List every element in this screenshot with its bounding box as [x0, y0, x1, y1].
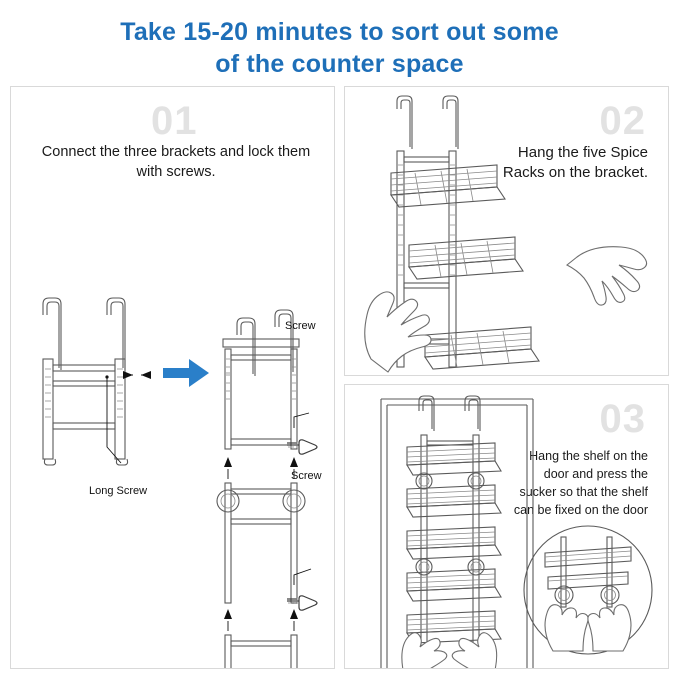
callout-screw-top: Screw [285, 320, 316, 332]
step-01-illustration [11, 87, 335, 669]
step-instruction-01: Connect the three brackets and lock them with screws. [41, 144, 311, 180]
callout-long-screw: Long Screw [89, 485, 148, 497]
step-number-02: 02 [599, 99, 646, 143]
callout-screw-bottom: Screw [291, 470, 322, 482]
hand-press-left-icon [402, 633, 447, 669]
step-panel-01 [10, 86, 335, 669]
hand-left-icon [365, 292, 431, 372]
step-panel-02 [344, 86, 669, 376]
headline-line-1: Take 15-20 minutes to sort out some [120, 18, 559, 46]
step-03-illustration [345, 385, 669, 669]
steps-grid [10, 86, 669, 669]
step-instruction-03: Hang the shelf on the door and press the sucker so that the shelf can be fixed on the door [513, 449, 648, 518]
step-number-03: 03 [599, 397, 646, 441]
step-instruction-02: Hang the five Spice Racks on the bracket. [502, 144, 648, 182]
step-panel-03 [344, 384, 669, 669]
step-02-illustration [345, 87, 669, 376]
hand-press-right-icon [452, 633, 496, 669]
step-number-01: 01 [151, 99, 198, 143]
headline-line-2: of the counter space [215, 50, 464, 78]
page-title [0, 0, 679, 86]
hand-right-icon [567, 247, 647, 305]
detail-magnifier [524, 526, 652, 654]
